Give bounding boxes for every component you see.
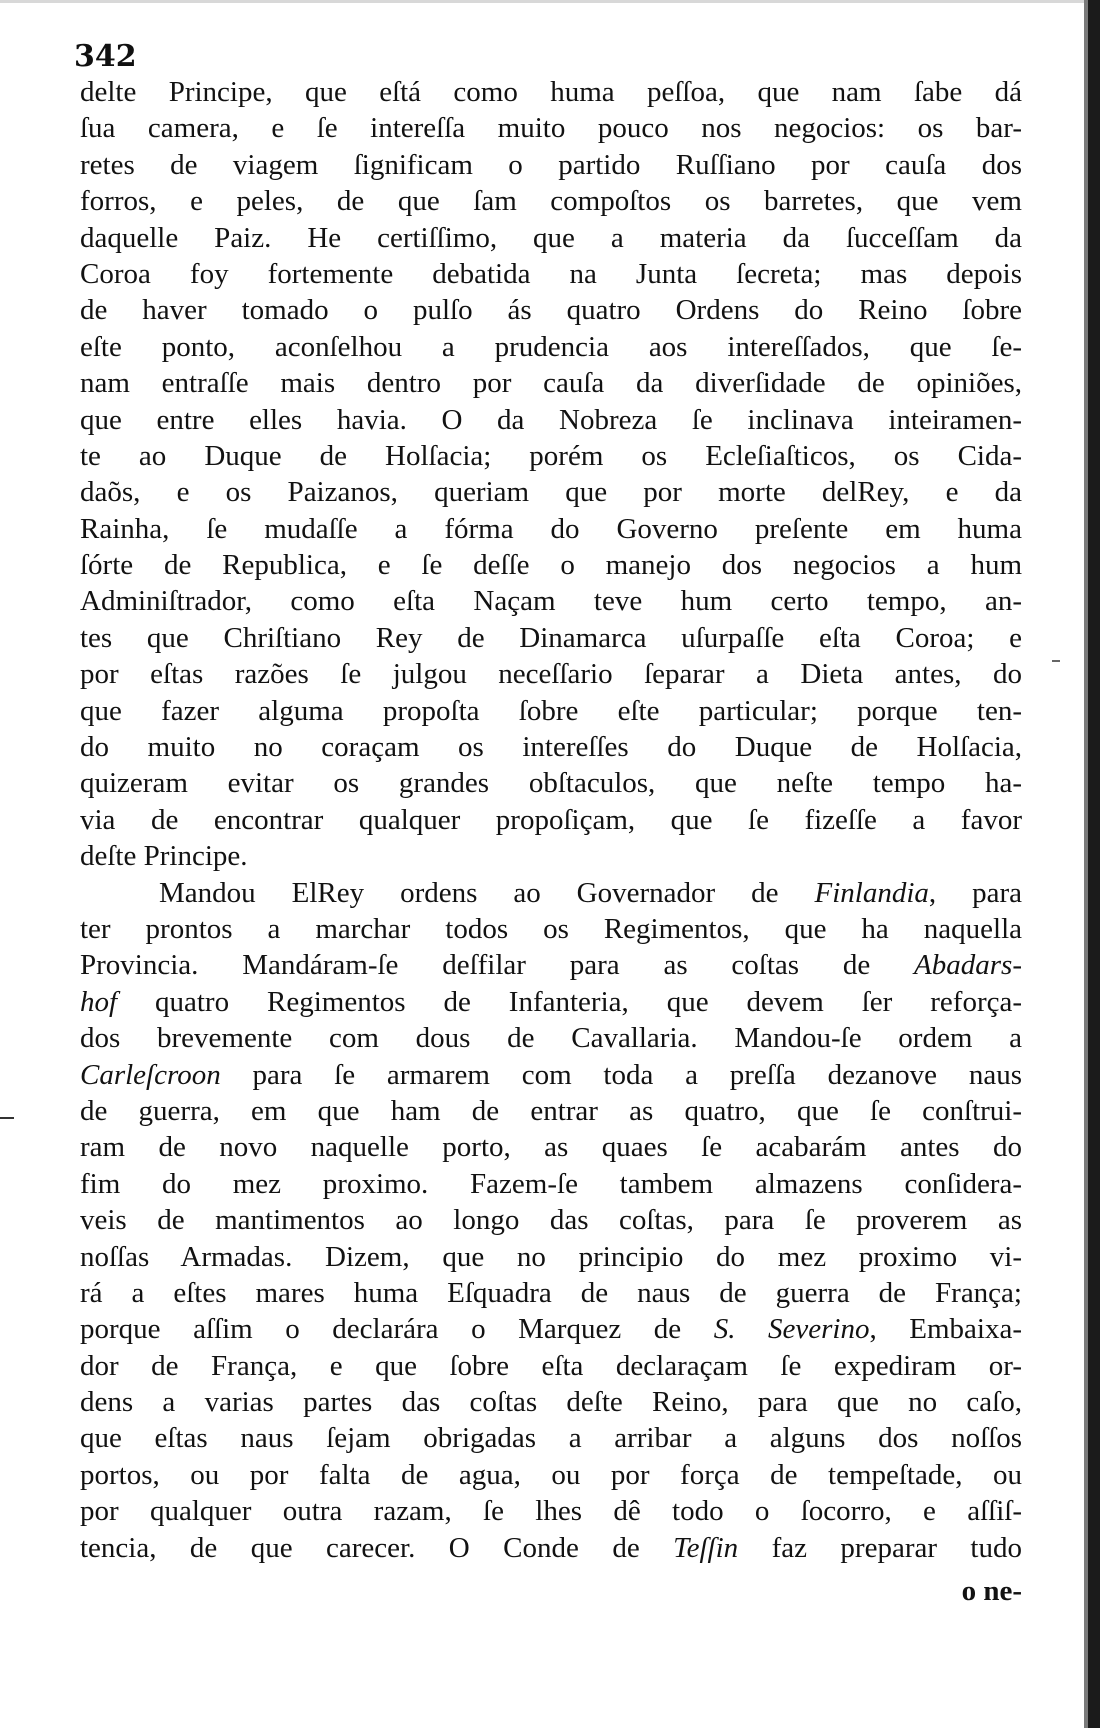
text-segment: forros, e peles, de que ſam compoſtos os barretes, que vem [80, 185, 1022, 218]
text-segment: Coroa foy fortemente debatida na Junta ſecreta; mas depois [80, 257, 1022, 290]
italic-text: Carleſcroon [80, 1058, 221, 1091]
text-line [80, 984, 1022, 1020]
text-segment: dor de França, e que ſobre eſta declaraçam ſe expediram or- [80, 1349, 1022, 1382]
text-line [80, 1348, 1022, 1384]
page-number: 342 [74, 39, 137, 74]
text-line [80, 1530, 1022, 1566]
text-segment: por eſtas razões ſe julgou neceſſario ſeparar a Dieta antes, do [80, 658, 1022, 691]
italic-text: hof [80, 985, 118, 1018]
text-line [80, 1457, 1022, 1493]
text-line [80, 1020, 1022, 1056]
text-line [80, 947, 1022, 983]
text-segment: fim do mez proximo. Fazem-ſe tambem almazens conſidera- [80, 1167, 1022, 1200]
italic-text: Abadars- [914, 949, 1022, 982]
text-line [80, 74, 1022, 110]
text-line [80, 1129, 1022, 1165]
italic-text: S. Severino [713, 1313, 870, 1346]
text-line [80, 875, 1022, 911]
text-segment: deſte Principe. [80, 840, 248, 873]
text-line [80, 110, 1022, 146]
text-segment: , Embaixa- [869, 1313, 1022, 1346]
text-segment: veis de mantimentos ao longo das coſtas, para ſe proverem as [80, 1204, 1022, 1237]
text-segment: dos brevemente com dous de Cavallaria. Mandou-ſe ordem a [80, 1022, 1022, 1055]
text-line [80, 583, 1022, 619]
text-line [80, 1093, 1022, 1129]
text-line [80, 1311, 1022, 1347]
text-segment: delte Principe, que eſtá como huma peſſoa, que nam ſabe dá [80, 76, 1022, 108]
text-segment: noſſas Armadas. Dizem, que no principio do mez proximo vi- [80, 1240, 1022, 1273]
text-segment: Adminiſtrador, como eſta Naçam teve hum certo tempo, an- [80, 585, 1022, 618]
text-segment: tencia, de que carecer. O Conde de [80, 1531, 674, 1564]
text-segment: porque aſſim o declarára o Marquez de [80, 1313, 714, 1346]
text-line [80, 1202, 1022, 1238]
text-line [80, 147, 1022, 183]
text-line [80, 292, 1022, 328]
body-text [80, 74, 1022, 1566]
text-line [80, 365, 1022, 401]
text-segment: que fazer alguma propoſta ſobre eſte particular; porque ten- [80, 694, 1022, 727]
page-binding-shadow [1088, 0, 1100, 1728]
text-segment: eſte ponto, aconſelhou a prudencia aos intereſſados, que ſe- [80, 330, 1022, 363]
text-segment: ſua camera, e ſe intereſſa muito pouco nos negocios: os bar- [80, 112, 1022, 145]
text-line [80, 183, 1022, 219]
text-segment: faz preparar tudo [738, 1531, 1022, 1564]
text-line [80, 474, 1022, 510]
text-line [80, 1384, 1022, 1420]
text-line [80, 693, 1022, 729]
text-segment: daõs, e os Paizanos, queriam que por morte delRey, e da [80, 476, 1022, 509]
text-line [80, 1239, 1022, 1275]
text-segment: tes que Chriſtiano Rey de Dinamarca uſurpaſſe eſta Coroa; e [80, 621, 1022, 654]
text-line [80, 511, 1022, 547]
text-line [80, 729, 1022, 765]
text-line [80, 1275, 1022, 1311]
text-segment: Provincia. Mandáram-ſe deſfilar para as coſtas de [80, 949, 915, 982]
text-segment: que entre elles havia. O da Nobreza ſe inclinava inteiramen- [80, 403, 1022, 436]
text-line [80, 765, 1022, 801]
text-segment: ſórte de Republica, e ſe deſſe o manejo dos negocios a hum [80, 549, 1022, 582]
text-segment: ter prontos a marchar todos os Regimentos, que ha naquella [80, 912, 1022, 945]
text-segment: de guerra, em que ham de entrar as quatro, que ſe conſtrui- [80, 1094, 1022, 1127]
text-line [80, 1166, 1022, 1202]
text-line [80, 402, 1022, 438]
italic-text: Teſſin [673, 1531, 739, 1564]
margin-mark-right [1052, 660, 1060, 662]
text-line [80, 329, 1022, 365]
text-segment: nam entraſſe mais dentro por cauſa da diverſidade de opiniões, [80, 367, 1022, 400]
text-segment: ram de novo naquelle porto, as quaes ſe acabarám antes do [80, 1131, 1022, 1164]
text-segment: quizeram evitar os grandes obſtaculos, que neſte tempo ha- [80, 767, 1022, 800]
text-segment: quatro Regimentos de Infanteria, que devem ſer reforça- [117, 985, 1022, 1018]
text-segment: , para [928, 876, 1023, 909]
text-line [80, 620, 1022, 656]
italic-text: Finlandia [814, 876, 929, 909]
text-segment: do muito no coraçam os intereſſes do Duque de Holſacia, [80, 731, 1022, 764]
text-segment: Mandou ElRey ordens ao Governador de [159, 876, 815, 909]
text-line [80, 911, 1022, 947]
page-binding-gap [1084, 0, 1088, 1728]
text-line [80, 656, 1022, 692]
margin-mark-left [0, 1117, 14, 1119]
text-segment: te ao Duque de Holſacia; porém os Ecleſiaſticos, os Cida- [80, 439, 1022, 472]
text-segment: retes de viagem ſignificam o partido Ruſſiano por cauſa dos [80, 148, 1022, 181]
text-line [80, 1057, 1022, 1093]
text-segment: de haver tomado o pulſo ás quatro Ordens do Reino ſobre [80, 294, 1022, 327]
text-segment: via de encontrar qualquer propoſiçam, que ſe fizeſſe a favor [80, 803, 1022, 836]
text-line [80, 1493, 1022, 1529]
text-segment: dens a varias partes das coſtas deſte Reino, para que no caſo, [80, 1386, 1022, 1419]
text-segment: daquelle Paiz. He certiſſimo, que a materia da ſucceſſam da [80, 221, 1022, 254]
text-line [80, 1420, 1022, 1456]
text-line [80, 838, 1022, 874]
text-segment: rá a eſtes mares huma Eſquadra de naus de guerra de França; [80, 1276, 1022, 1309]
text-segment: que eſtas naus ſejam obrigadas a arribar a alguns dos noſſos [80, 1422, 1022, 1455]
text-line [80, 802, 1022, 838]
catchword: o ne- [961, 1575, 1022, 1607]
text-line [80, 438, 1022, 474]
text-segment: para ſe armarem com toda a preſſa dezanove naus [220, 1058, 1022, 1091]
text-segment: por qualquer outra razam, ſe lhes dê todo o ſocorro, e aſſiſ- [80, 1495, 1022, 1528]
text-segment: Rainha, ſe mudaſſe a fórma do Governo preſente em huma [80, 512, 1022, 545]
page-top-edge [0, 0, 1100, 3]
text-line [80, 256, 1022, 292]
text-line [80, 220, 1022, 256]
text-segment: portos, ou por falta de agua, ou por força de tempeſtade, ou [80, 1458, 1022, 1491]
text-line [80, 547, 1022, 583]
